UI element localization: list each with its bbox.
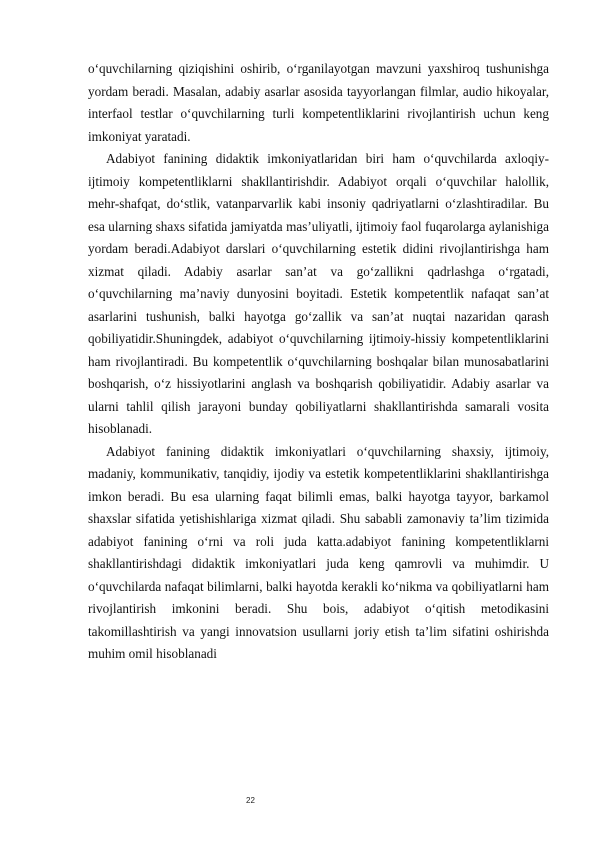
paragraph-continuation: o‘quvchilarning qiziqishini oshirib, o‘rganilayotgan mavzuni yaxshiroq tushunishga yordam beradi. Masalan, adabiy asarlar asosida tayyorlangan filmlar, audio hikoyalar, interfaol testlar o‘quvchilarning turli kompetentliklarini rivojlantirish uchun keng imkoniyat yaratadi. xyxy=(88,61,549,144)
paragraph-axloqiy-estetik: Adabiyot fanining didaktik imkoniyatlaridan biri ham o‘quvchilarda axloqiy-ijtimoiy kompetentliklarni shakllantirishdir. Adabiyot orqali o‘quvchilar halollik, mehr-shafqat, do‘stlik, vatanparvarlik kabi insoniy qadriyatlarni o‘zlashtiradilar. Bu esa ularning shaxs sifatida jamiyatda mas’uliyatli, ijtimoiy faol fuqarolarga aylanishiga yordam beradi.Adabiyot darslari o‘quvchilarning estetik didini rivojlantirishga ham xizmat qiladi. Adabiy asarlar san’at va go‘zallikni qadrlashga o‘rgatadi, o‘quvchilarning ma’naviy dunyosini boyitadi. Estetik kompetentlik nafaqat san’at asarlarini tushunish, balki hayotga go‘zallik va san’at nuqtai nazaridan qarash qobiliyatidir.Shuningdek, adabiyot o‘quvchilarning ijtimoiy-hissiy kompetentliklarini ham rivojlantiradi. Bu kompetentlik o‘quvchilarning boshqalar bilan munosabatlarini boshqarish, o‘z hissiyotlarini anglash va boshqarish qobiliyatidir. Adabiy asarlar va ularni tahlil qilish jarayoni bunday qobiliyatlarni shakllantirishda samarali vosita hisoblanadi. xyxy=(88,151,549,436)
paragraph-conclusion: Adabiyot fanining didaktik imkoniyatlari o‘quvchilarning shaxsiy, ijtimoiy, madaniy, kommunikativ, tanqidiy, ijodiy va estetik kompetentliklarini shakllantirishga imkon beradi. Bu esa ularning faqat bilimli emas, balki hayotga tayyor, barkamol shaxslar sifatida yetishishlariga xizmat qiladi. Shu sababli zamonaviy ta’lim tizimida adabiyot fanining o‘rni va roli juda katta.adabiyot fanining kompetentliklarni shakllantirishdagi didaktik imkoniyatlari juda keng qamrovli va muhimdir. U o‘quvchilarda nafaqat bilimlarni, balki hayotda kerakli ko‘nikma va qobiliyatlarni ham rivojlantirish imkonini beradi. Shu bois, adabiyot o‘qitish metodikasini takomillashtirish va yangi innovatsion usullarni joriy etish ta’lim sifatini oshirishda muhim omil hisoblanadi xyxy=(88,443,549,661)
document-page xyxy=(88,58,549,666)
page-number: 22 xyxy=(246,796,255,805)
